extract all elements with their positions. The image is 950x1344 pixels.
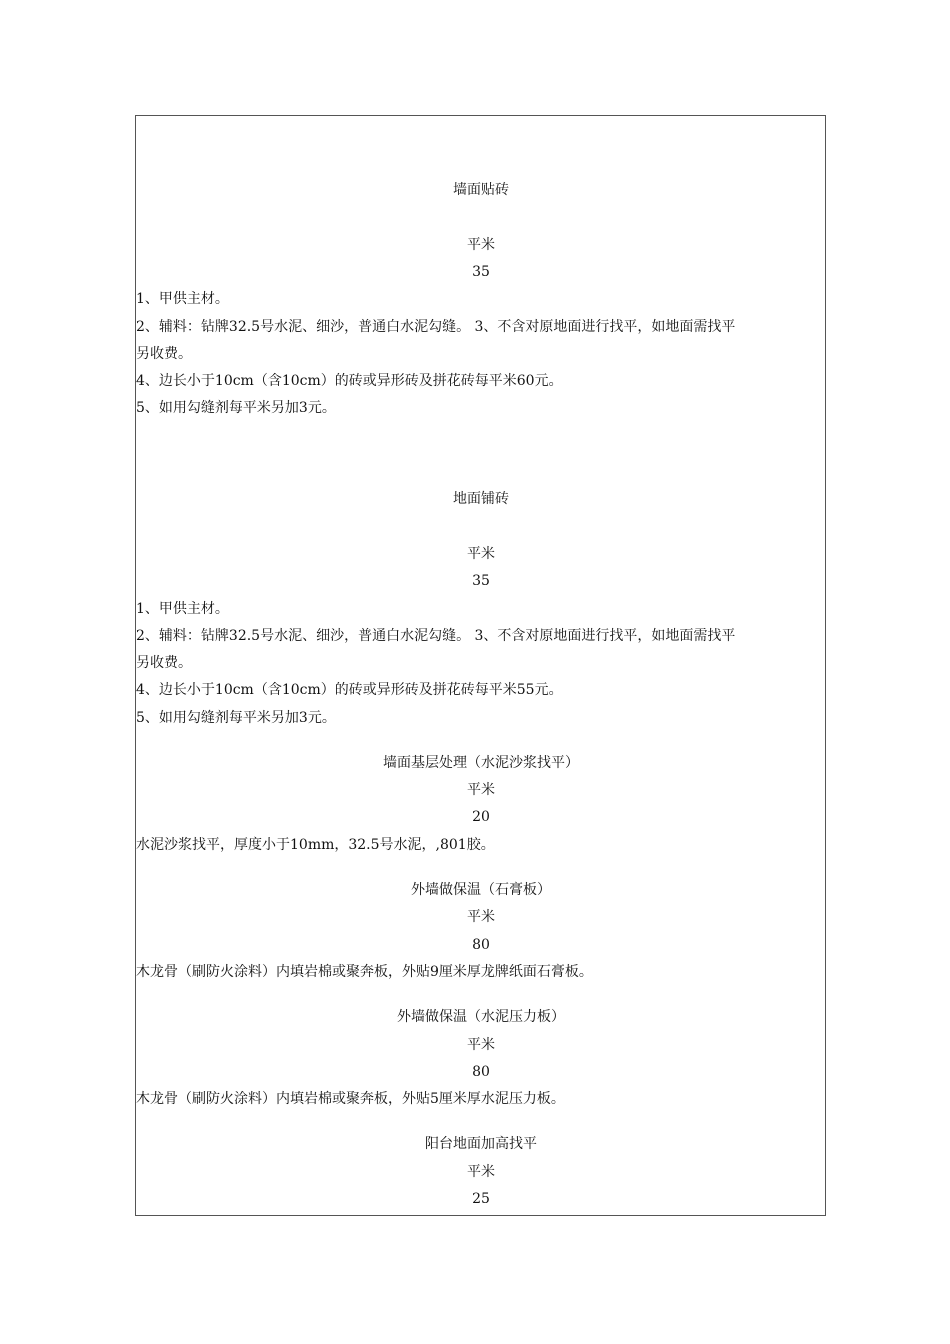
- item-desc-line: 5、如用勾缝剂每平米另加3元。: [136, 710, 336, 726]
- item-unit: 平米: [467, 1037, 495, 1053]
- item-price: 25: [472, 1191, 490, 1207]
- item-price: 80: [472, 1064, 490, 1080]
- item-price: 35: [472, 573, 490, 589]
- item-title: 墙面基层处理（水泥沙浆找平）: [383, 755, 579, 771]
- item-unit: 平米: [467, 782, 495, 798]
- item-desc-line: 木龙骨（刷防火涂料）内填岩棉或聚奔板，外贴9厘米厚龙牌纸面石膏板。: [136, 964, 593, 980]
- item-title: 地面铺砖: [453, 491, 509, 507]
- item-desc-line: 1、甲供主材。: [136, 601, 229, 617]
- item-price: 20: [472, 809, 490, 825]
- item-desc-line: 1、甲供主材。: [136, 291, 229, 307]
- item-title: 外墙做保温（石膏板）: [411, 882, 551, 898]
- item-desc-line: 水泥沙浆找平，厚度小于10mm，32.5号水泥，,801胶。: [136, 837, 495, 853]
- item-price: 80: [472, 937, 490, 953]
- item-unit: 平米: [467, 237, 495, 253]
- item-title: 墙面贴砖: [453, 182, 509, 198]
- item-desc-line: 木龙骨（刷防火涂料）内填岩棉或聚奔板，外贴5厘米厚水泥压力板。: [136, 1091, 565, 1107]
- item-title: 外墙做保温（水泥压力板）: [397, 1009, 565, 1025]
- item-desc-line: 4、边长小于10cm（含10cm）的砖或异形砖及拼花砖每平米55元。: [136, 682, 563, 698]
- item-unit: 平米: [467, 546, 495, 562]
- item-title: 阳台地面加高找平: [425, 1136, 537, 1152]
- item-desc-line: 4、边长小于10cm（含10cm）的砖或异形砖及拼花砖每平米60元。: [136, 373, 563, 389]
- item-desc-line: 2、辅料：钻牌32.5号水泥、细沙，普通白水泥勾缝。 3、不含对原地面进行找平，如地面需找平: [136, 319, 736, 335]
- item-desc-line: 2、辅料：钻牌32.5号水泥、细沙，普通白水泥勾缝。 3、不含对原地面进行找平，如地面需找平: [136, 628, 736, 644]
- item-unit: 平米: [467, 1164, 495, 1180]
- item-unit: 平米: [467, 909, 495, 925]
- item-desc-line: 另收费。: [136, 346, 192, 362]
- item-desc-line: 另收费。: [136, 655, 192, 671]
- item-price: 35: [472, 264, 490, 280]
- item-desc-line: 5、如用勾缝剂每平米另加3元。: [136, 400, 336, 416]
